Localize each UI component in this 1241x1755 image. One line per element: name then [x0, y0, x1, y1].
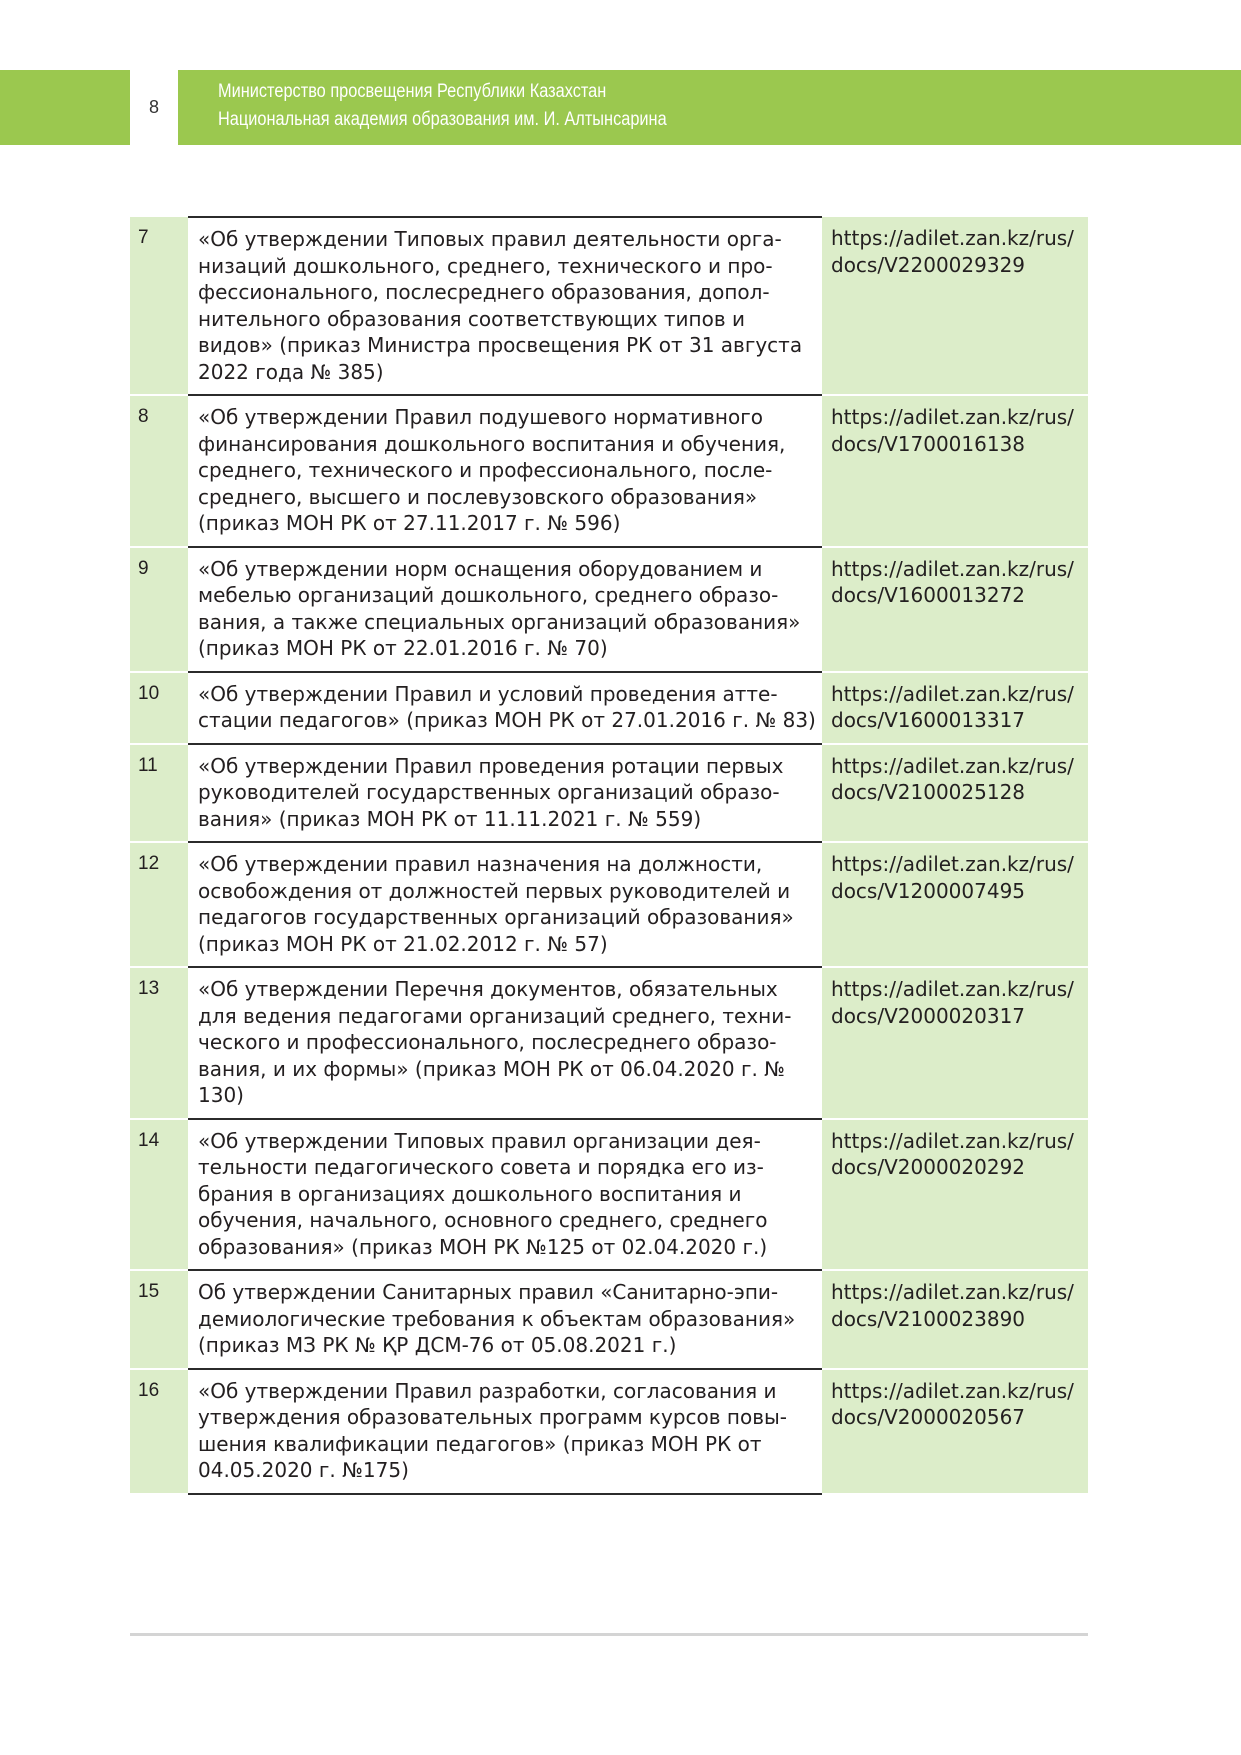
document-title: «Об утверждении Правил разработки, согласования и утверждения образовательных программ курсов повы-шения квалификации педагогов» (приказ МОН РК от 04.05.2020 г. №175): [188, 1369, 822, 1494]
document-link[interactable]: https://adilet.zan.kz/rus/docs/V1600013272: [822, 547, 1088, 672]
table-row: [130, 744, 1088, 843]
document-title: «Об утверждении Правил проведения ротации первых руководителей государственных организаций образо-вания» (приказ МОН РК от 11.11.2021 г. № 559): [188, 744, 822, 843]
document-link[interactable]: https://adilet.zan.kz/rus/docs/V2000020317: [822, 967, 1088, 1119]
row-number: 12: [130, 842, 188, 967]
documents-table-body: [130, 217, 1088, 1494]
row-number: 13: [130, 967, 188, 1119]
table-row: [130, 217, 1088, 395]
row-number: 16: [130, 1369, 188, 1494]
document-link[interactable]: https://adilet.zan.kz/rus/docs/V1200007495: [822, 842, 1088, 967]
table-row: [130, 395, 1088, 547]
document-title: «Об утверждении Правил и условий проведения атте-стации педагогов» (приказ МОН РК от 27.01.2016 г. № 83): [188, 672, 822, 744]
document-title: Об утверждении Санитарных правил «Санитарно-эпи-демиологические требования к объектам образования» (приказ МЗ РК № ҚР ДСМ-76 от 05.08.2021 г.): [188, 1270, 822, 1369]
table-row: [130, 1369, 1088, 1494]
document-title: «Об утверждении правил назначения на должности, освобождения от должностей первых руководителей и педагогов государственных организаций образования» (приказ МОН РК от 21.02.2012 г. № 57): [188, 842, 822, 967]
document-link[interactable]: https://adilet.zan.kz/rus/docs/V2000020567: [822, 1369, 1088, 1494]
document-link[interactable]: https://adilet.zan.kz/rus/docs/V2100025128: [822, 744, 1088, 843]
document-link[interactable]: https://adilet.zan.kz/rus/docs/V2000020292: [822, 1119, 1088, 1271]
document-link[interactable]: https://adilet.zan.kz/rus/docs/V1700016138: [822, 395, 1088, 547]
document-title: «Об утверждении Типовых правил деятельности орга-низаций дошкольного, среднего, технического и про-фессионального, послесреднего образования, допол-нительного образования соответствующих типов и видов» (приказ Министра просвещения РК от 31 августа 2022 года № 385): [188, 217, 822, 395]
table-row: [130, 842, 1088, 967]
document-title: «Об утверждении норм оснащения оборудованием и мебелью организаций дошкольного, среднего образо-вания, а также специальных организаций образования» (приказ МОН РК от 22.01.2016 г. № 70): [188, 547, 822, 672]
table-row: [130, 672, 1088, 744]
header-text: [218, 78, 667, 134]
academy-name: Национальная академия образования им. И. Алтынсарина: [218, 109, 667, 130]
document-title: «Об утверждении Типовых правил организации дея-тельности педагогического совета и порядка его из-брания в организациях дошкольного воспитания и обучения, начального, основного среднего, среднего образования» (приказ МОН РК №125 от 02.04.2020 г.): [188, 1119, 822, 1271]
footer-divider: [130, 1633, 1088, 1636]
row-number: 7: [130, 217, 188, 395]
table-row: [130, 547, 1088, 672]
row-number: 8: [130, 395, 188, 547]
document-link[interactable]: https://adilet.zan.kz/rus/docs/V2100023890: [822, 1270, 1088, 1369]
table-row: [130, 967, 1088, 1119]
row-number: 10: [130, 672, 188, 744]
document-link[interactable]: https://adilet.zan.kz/rus/docs/V1600013317: [822, 672, 1088, 744]
table-row: [130, 1119, 1088, 1271]
row-number: 9: [130, 547, 188, 672]
documents-table: [130, 216, 1088, 1495]
row-number: 11: [130, 744, 188, 843]
document-link[interactable]: https://adilet.zan.kz/rus/docs/V2200029329: [822, 217, 1088, 395]
row-number: 15: [130, 1270, 188, 1369]
row-number: 14: [130, 1119, 188, 1271]
table-row: [130, 1270, 1088, 1369]
page-number: 8: [130, 70, 178, 145]
document-title: «Об утверждении Правил подушевого нормативного финансирования дошкольного воспитания и обучения, среднего, технического и профессионального, после-среднего, высшего и послевузовского образования» (приказ МОН РК от 27.11.2017 г. № 596): [188, 395, 822, 547]
document-title: «Об утверждении Перечня документов, обязательных для ведения педагогами организаций среднего, техни-ческого и профессионального, послесреднего образо-вания, и их формы» (приказ МОН РК от 06.04.2020 г. № 130): [188, 967, 822, 1119]
ministry-name: Министерство просвещения Республики Казахстан: [218, 81, 607, 102]
